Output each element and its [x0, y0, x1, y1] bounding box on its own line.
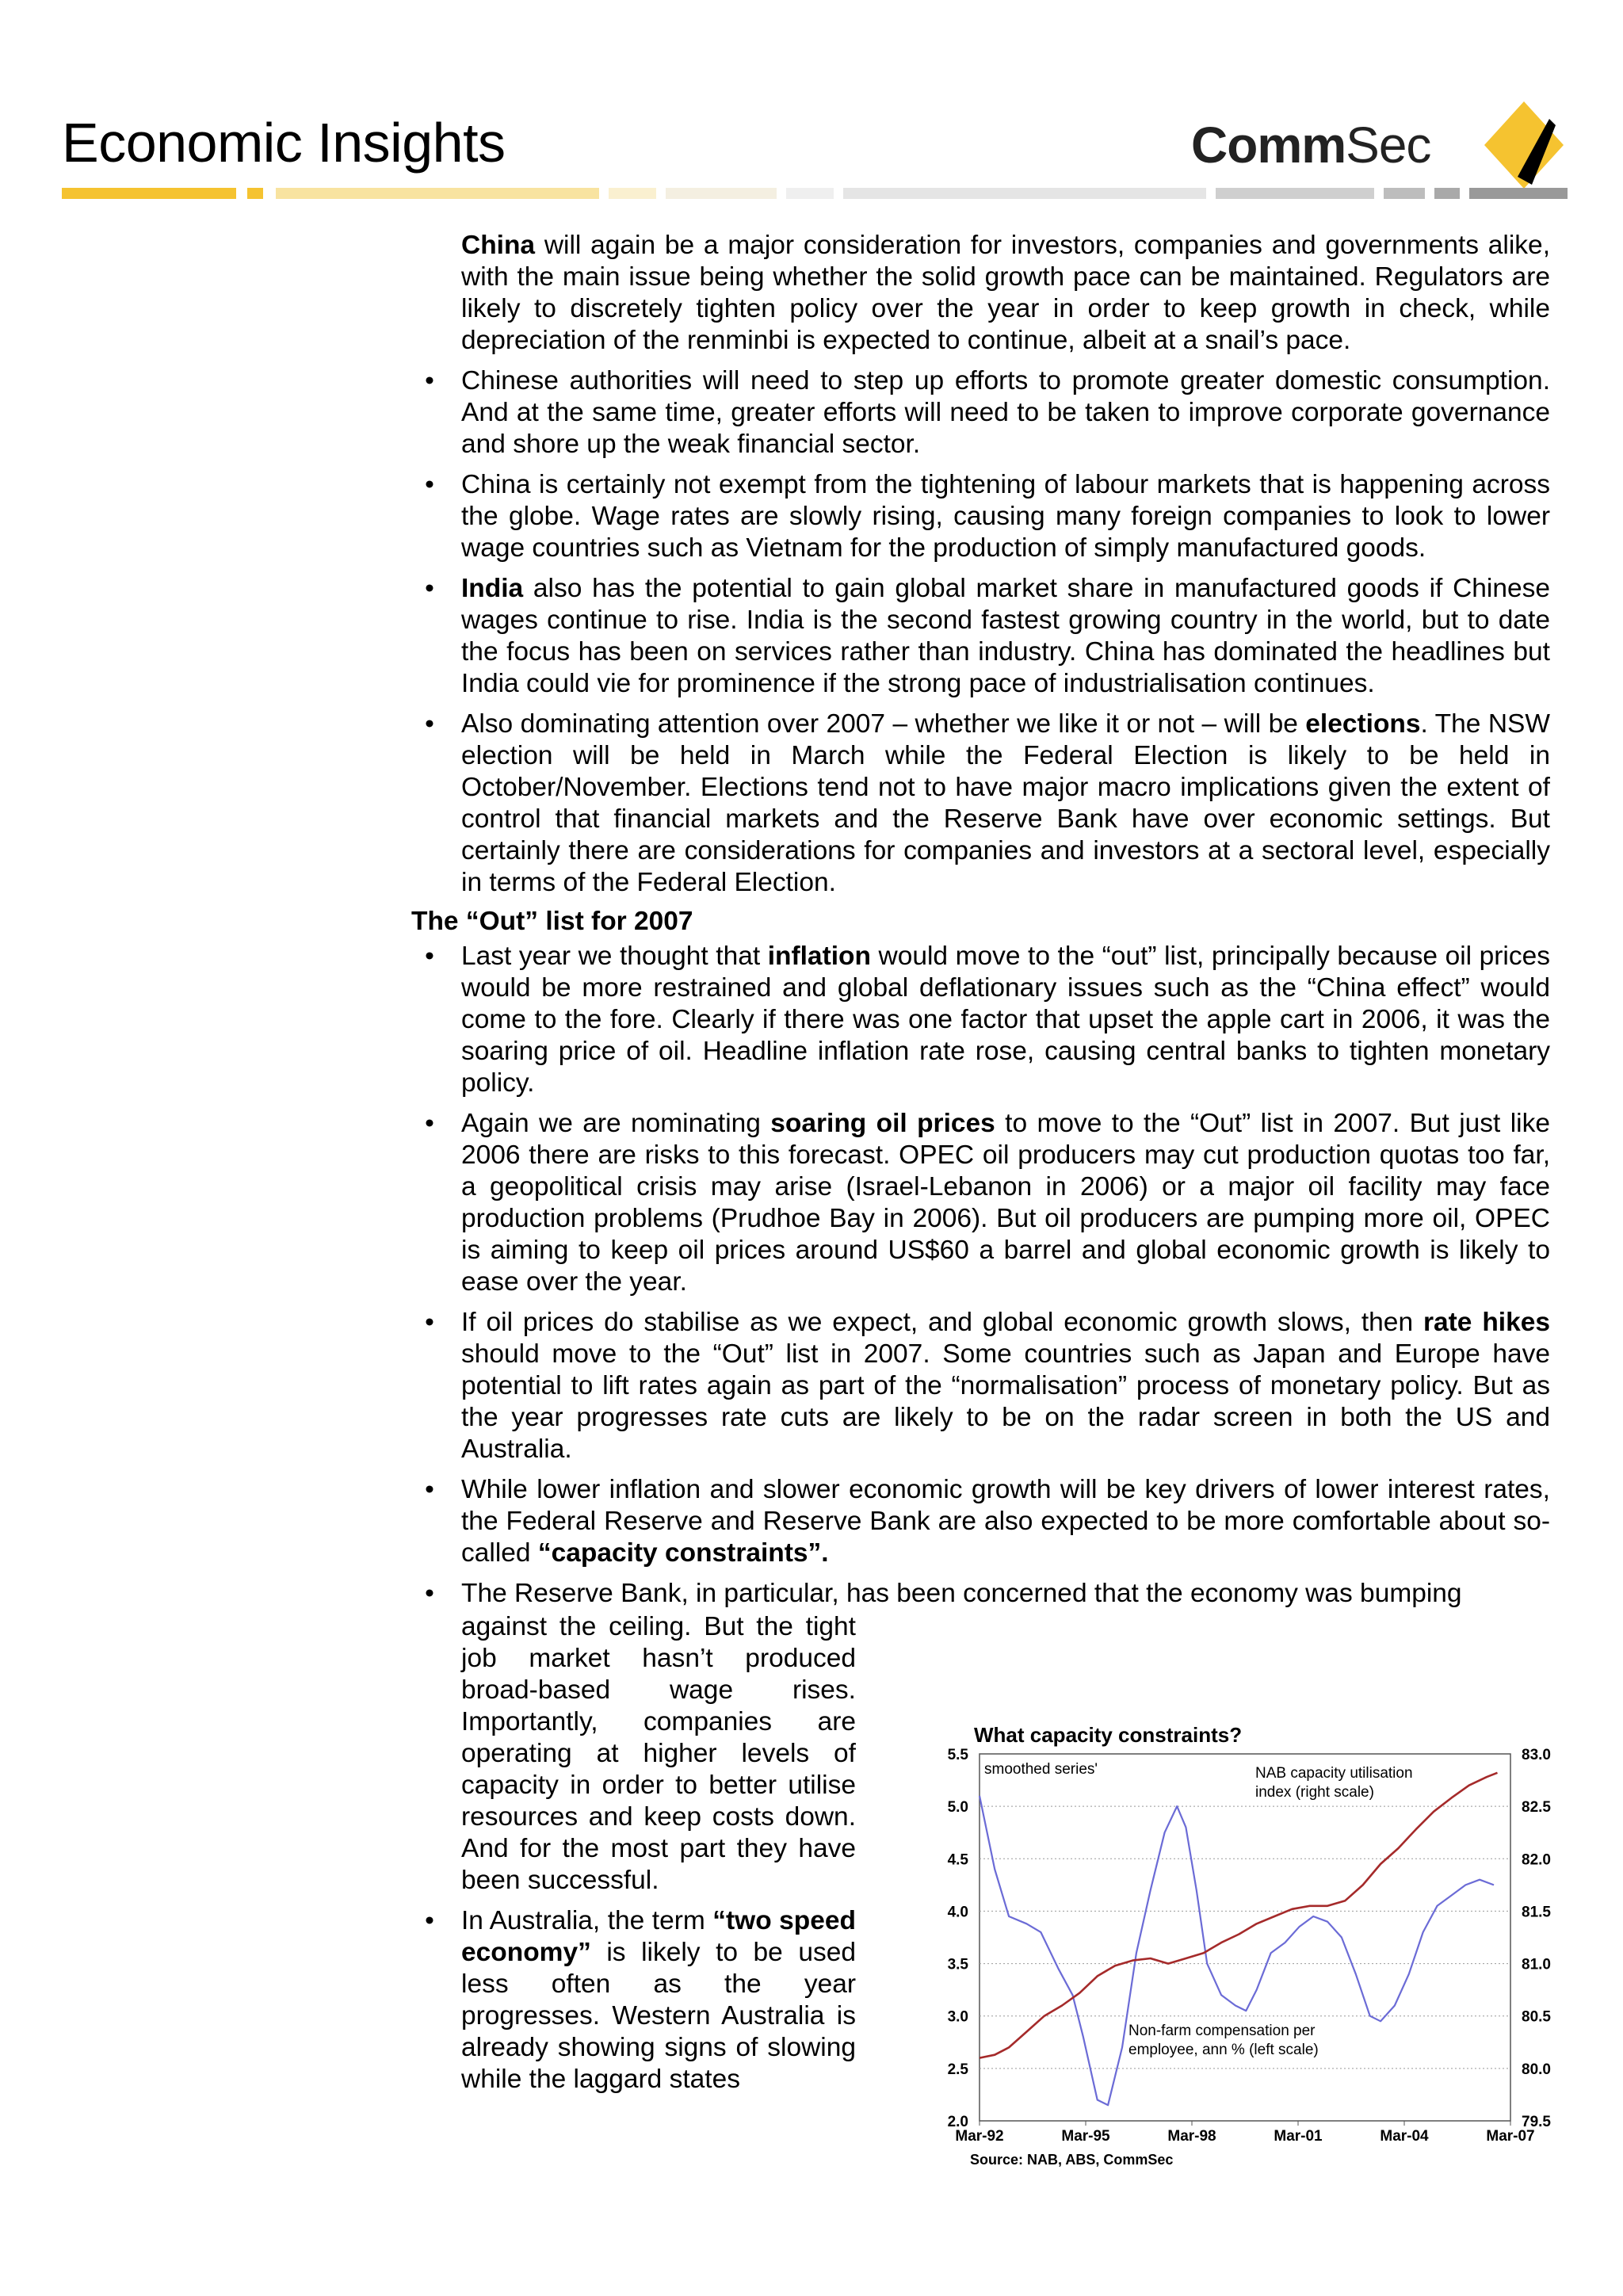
reserve-bank-continuation: against the ceiling. But the tight job market hasn’t produced broad-based wage rises. Importantly, companies are operating at higher levels of capacity in order to better utilise resources and keep costs down. And for the most part they have been successful.	[461, 1612, 856, 1895]
plot-area	[980, 1754, 1510, 2121]
list-item: • Again we are nominating soaring oil prices to move to the “Out” list in 2007. But just like 2006 there are risks to this forecast. OPEC oil producers may cut production quotas too far, a geopolitical crisis may arise (Israel-Lebanon in 2006) or a major oil facility may face production problems (Prudhoe Bay in 2006). But oil producers are pumping more oil, OPEC is aiming to keep oil prices around US$60 a barrel and global economic growth is likely to ease over the year.	[425, 1109, 1550, 1297]
left-tick-label: 2.5	[947, 2061, 968, 2078]
corner-label: smoothed series'	[984, 1761, 1098, 1778]
page-title: Economic Insights	[62, 112, 506, 174]
list-item-reserve-bank: • The Reserve Bank, in particular, has been concerned that the economy was bumping	[425, 1579, 1462, 1608]
list-item: • China is certainly not exempt from the tightening of labour markets that is happening across the globe. Wage rates are slowly rising, causing many foreign companies to look to lower wage countries such as Vietnam for the production of simply manufactured goods.	[425, 470, 1550, 563]
right-tick-label: 82.0	[1522, 1851, 1551, 1869]
rule-segment	[62, 188, 236, 199]
chart-source: Source: NAB, ABS, CommSec	[970, 2152, 1174, 2168]
right-tick-label: 81.0	[1522, 1956, 1551, 1973]
left-tick-label: 5.0	[947, 1799, 968, 1817]
list-item: • Last year we thought that inflation would move to the “out” list, principally because oil prices would be more restrained and global deflationary issues such as the “China effect” would come to the fore. Clearly if there was one factor that upset the apple cart in 2006, it was the soaring price of oil. Headline inflation rate rose, causing central banks to tighten monetary policy.	[425, 942, 1550, 1098]
list-item: • While lower inflation and slower economic growth will be key drivers of lower interest rates, the Federal Reserve and Reserve Bank are also expected to be more comfortable about so-called “capacity constraints”.	[425, 1475, 1550, 1568]
list-item: • Also dominating attention over 2007 – whether we like it or not – will be elections. The NSW election will be held in March while the Federal Election is likely to be held in October/November. Elections tend not to have major macro implications given the extent of control that financial markets and the Reserve Bank have over economic settings. But certainly there are considerations for companies and investors at a sectoral level, especially in terms of the Federal Election.	[425, 709, 1550, 897]
series-label-comp-line2: employee, ann % (left scale)	[1128, 2042, 1319, 2058]
commsec-logo	[1191, 101, 1564, 197]
left-tick-label: 5.5	[947, 1747, 968, 1763]
rule-segment	[1384, 188, 1425, 199]
chart-title: What capacity constraints?	[974, 1723, 1243, 1747]
list-item: • Chinese authorities will need to step up efforts to promote greater domestic consumption. And at the same time, greater efforts will need to be taken to improve corporate governance and shore up the weak financial sector.	[425, 366, 1550, 459]
commsec-diamond-icon	[1476, 101, 1564, 189]
chart-canvas	[891, 1714, 1556, 2174]
rule-segment	[247, 188, 263, 199]
rule-segment	[276, 188, 599, 199]
left-tick-label: 2.0	[947, 2114, 968, 2130]
right-tick-label: 80.0	[1522, 2061, 1551, 2078]
capacity-chart	[891, 1714, 1556, 2174]
left-tick-label: 4.0	[947, 1904, 968, 1921]
left-tick-label: 4.5	[947, 1851, 968, 1869]
right-tick-label: 81.5	[1522, 1904, 1551, 1921]
rule-segment	[1434, 188, 1460, 199]
x-tick-label: Mar-92	[955, 2128, 1004, 2145]
right-tick-label: 82.5	[1522, 1799, 1551, 1817]
list-item: • If oil prices do stabilise as we expect, and global economic growth slows, then rate hikes should move to the “Out” list in 2007. Some countries such as Japan and Europe have potential to lift rates again as part of the “normalisation” process of monetary policy. But as the year progresses rate cuts are likely to be on the radar screen in both the US and Australia.	[425, 1308, 1550, 1464]
rule-segment	[666, 188, 777, 199]
x-tick-label: Mar-07	[1486, 2128, 1535, 2145]
series-label-comp-line1: Non-farm compensation per	[1128, 2023, 1316, 2039]
series-label-nab-line1: NAB capacity utilisation	[1255, 1765, 1413, 1782]
x-tick-label: Mar-01	[1274, 2128, 1323, 2145]
rule-segment	[609, 188, 656, 199]
x-tick-label: Mar-04	[1380, 2128, 1429, 2145]
section-heading-out-list: The “Out” list for 2007	[411, 907, 693, 936]
rule-segment	[843, 188, 1206, 199]
left-tick-label: 3.0	[947, 2008, 968, 2026]
x-tick-label: Mar-98	[1167, 2128, 1216, 2145]
left-tick-label: 3.5	[947, 1956, 968, 1973]
rule-segment	[786, 188, 834, 199]
right-tick-label: 80.5	[1522, 2008, 1551, 2026]
rule-segment	[1469, 188, 1568, 199]
intro-paragraph: China will again be a major consideration for investors, companies and governments alike, with the main issue being whether the solid growth pace can be maintained. Regulators are likely to discretely tighten policy over the year in order to keep growth in check, while depreciation of the renminbi is expected to continue, albeit at a snail’s pace.	[461, 231, 1550, 355]
list-item: • India also has the potential to gain global market share in manufactured goods if Chinese wages continue to rise. India is the second fastest growing country in the world, but to date the focus has been on services rather than industry. China has dominated the headlines but India could vie for prominence if the strong pace of industrialisation continues.	[425, 574, 1550, 698]
rule-segment	[1216, 188, 1374, 199]
logo-wordmark: CommSec	[1191, 117, 1431, 174]
series-label-nab-line2: index (right scale)	[1255, 1784, 1374, 1801]
right-tick-label: 83.0	[1522, 1747, 1551, 1763]
wrapped-text-column	[461, 1611, 856, 1897]
list-item-two-speed: • In Australia, the term “two speed economy” is likely to be used less often as the year progresses. Western Australia is already showing signs of slowing while the laggard states	[425, 1906, 856, 2094]
right-tick-label: 79.5	[1522, 2114, 1551, 2130]
x-tick-label: Mar-95	[1061, 2128, 1110, 2145]
